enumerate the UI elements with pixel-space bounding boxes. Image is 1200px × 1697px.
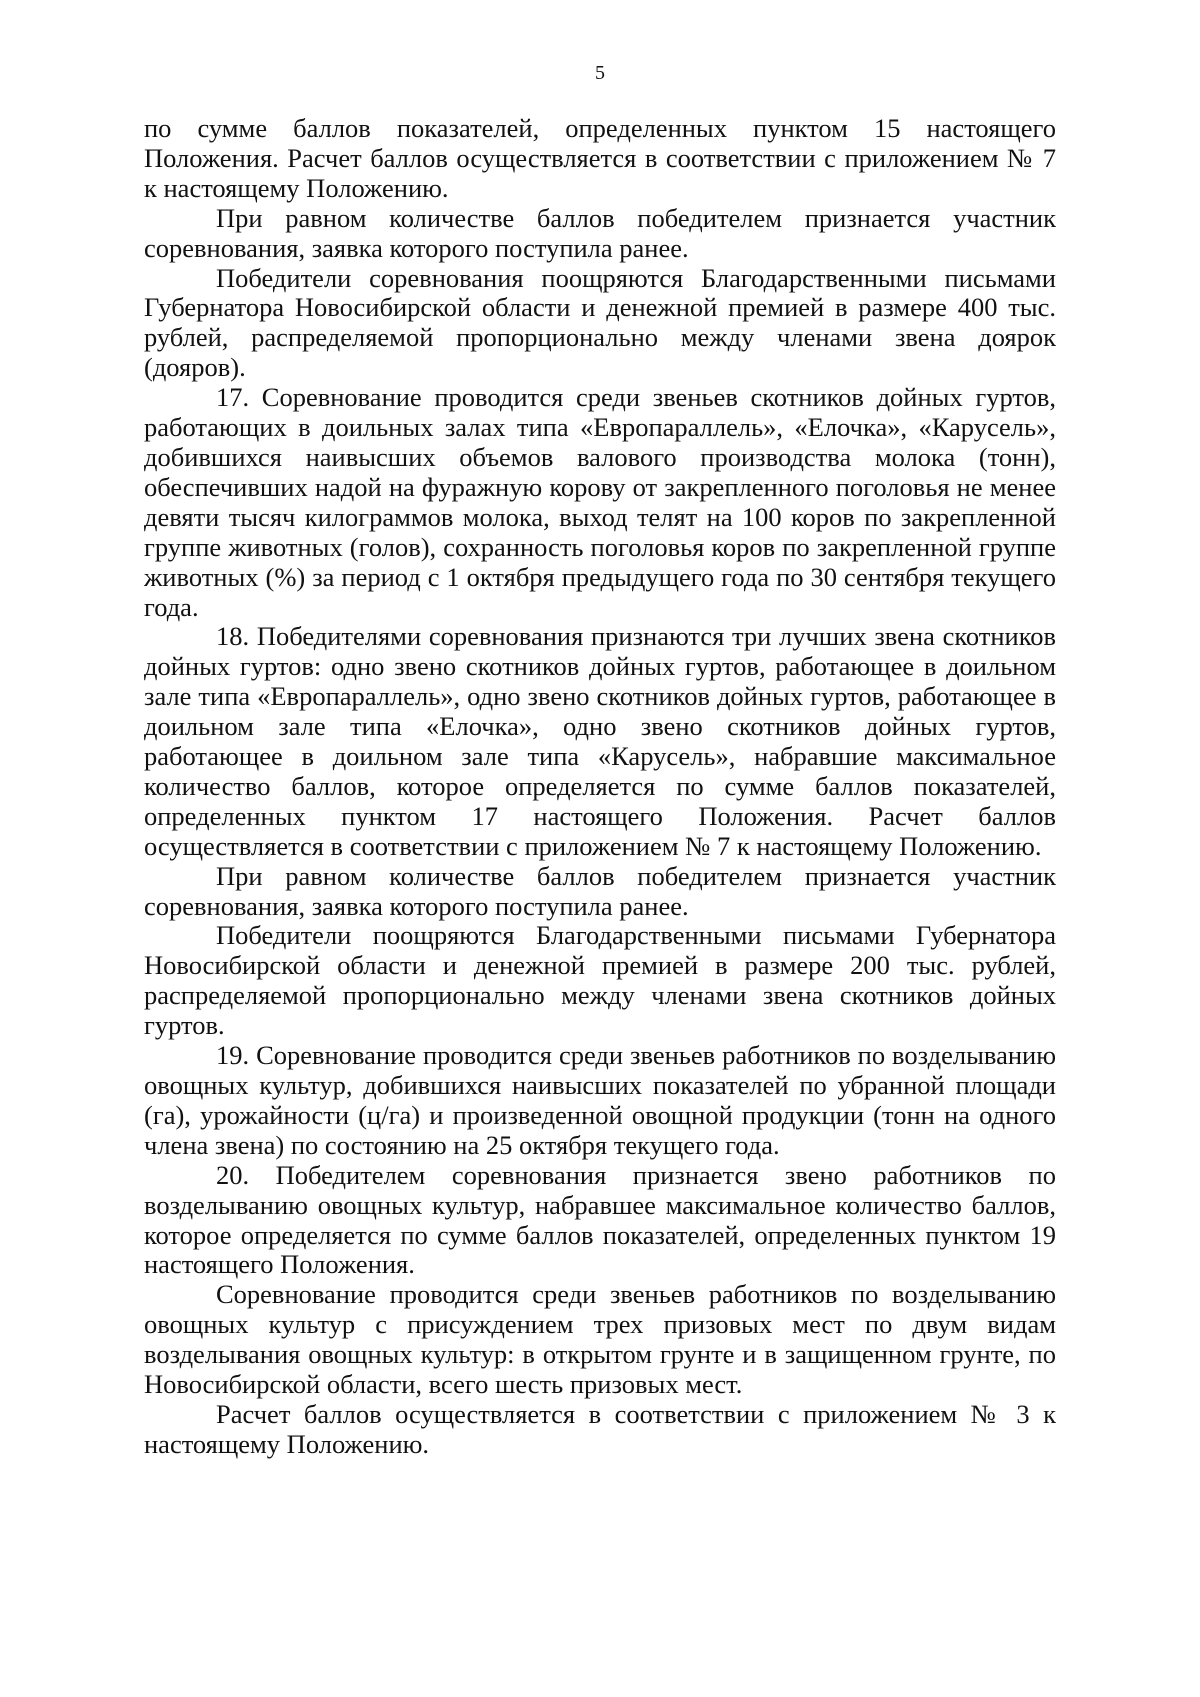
paragraph-item-19: 19. Соревнование проводится среди звеньев работников по возделыванию овощных культур, добившихся наивысших показателей по убранной площади (га), урожайности (ц/га) и произведенной овощной продукции (тонн на одного члена звена) по состоянию на 25 октября текущего года. [144,1040,1056,1160]
paragraph-equal-points-rule-2: При равном количестве баллов победителем признается участник соревнования, заявка которого поступила ранее. [144,860,1056,921]
page-number: 5 [595,62,605,84]
document-body [144,114,1056,1460]
paragraph-item-18: 18. Победителями соревнования признаются три лучших звена скотников дойных гуртов: одно звено скотников дойных гуртов, работающее в доильном зале типа «Европараллель», одно звено скотников дойных гуртов, работающее в доильном зале типа «Елочка», одно звено скотников дойных гуртов, работающее в доильном зале типа «Карусель», набравшие максимальное количество баллов, которое определяется по сумме баллов показателей, определенных пунктом 17 настоящего Положения. Расчет баллов осуществляется в соответствии с приложением № 7 к настоящему Положению. [144,621,1056,861]
paragraph-prize-places: Соревнование проводится среди звеньев работников по возделыванию овощных культур с присуждением трех призовых мест по двум видам возделывания овощных культур: в открытом грунте и в защищенном грунте, по Новосибирской области, всего шесть призовых мест. [144,1279,1056,1400]
paragraph-points-calculation: Расчет баллов осуществляется в соответствии с приложением № 3 к настоящему Положению. [144,1398,1056,1459]
paragraph-equal-points-rule: При равном количестве баллов победителем признается участник соревнования, заявка которого поступила ранее. [144,202,1056,263]
paragraph-item-20: 20. Победителем соревнования признается звено работников по возделыванию овощных культур, набравшее максимальное количество баллов, которое определяется по сумме баллов показателей, определенных пунктом 19 настоящего Положения. [144,1159,1056,1280]
paragraph-continuation: по сумме баллов показателей, определенных пунктом 15 настоящего Положения. Расчет баллов осуществляется в соответствии с приложением № 7 к настоящему Положению. [144,113,1056,203]
paragraph-milkmaid-award: Победители соревнования поощряются Благодарственными письмами Губернатора Новосибирской области и денежной премией в размере 400 тыс. рублей, распределяемой пропорционально между членами звена доярок (дояров). [144,262,1056,383]
paragraph-herdsman-award: Победители поощряются Благодарственными письмами Губернатора Новосибирской области и денежной премией в размере 200 тыс. рублей, распределяемой пропорционально между членами звена скотников дойных гуртов. [144,920,1056,1041]
paragraph-item-17: 17. Соревнование проводится среди звеньев скотников дойных гуртов, работающих в доильных залах типа «Европараллель», «Елочка», «Карусель», добившихся наивысших объемов валового производства молока (тонн), обеспечивших надой на фуражную корову от закрепленного поголовья не менее девяти тысяч килограммов молока, выход телят на 100 коров по закрепленной группе животных (голов), сохранность поголовья коров по закрепленной группе животных (%) за период с 1 октября предыдущего года по 30 сентября текущего года. [144,382,1056,622]
